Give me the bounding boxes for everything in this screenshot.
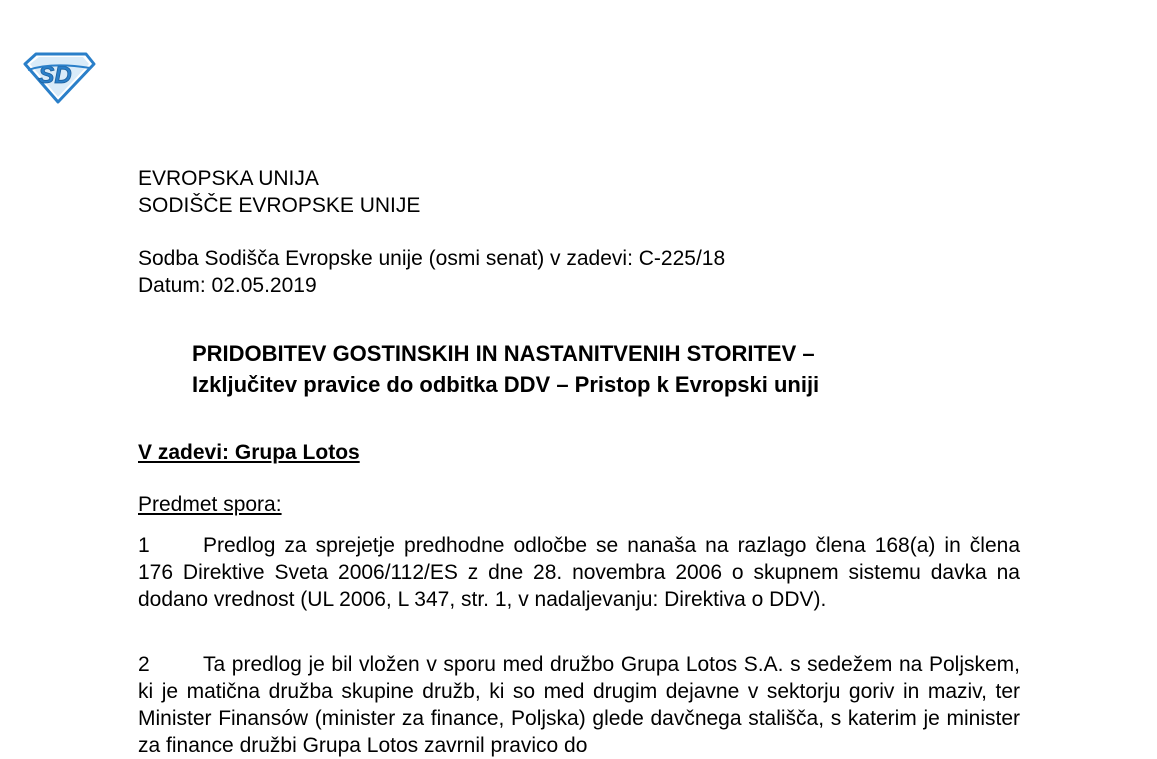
paragraph-number: 1 [138, 534, 150, 557]
institution-name: EVROPSKA UNIJA [138, 167, 319, 190]
paragraph-1 [138, 532, 1020, 613]
document-title-line-2: Izključitev pravice do odbitka DDV – Pristop k Evropski uniji [192, 372, 820, 397]
judgment-reference: Sodba Sodišča Evropske unije (osmi senat) v zadevi: C-225/18 [138, 247, 726, 270]
paragraph-text: Predlog za sprejetje predhodne odločbe se nanaša na razlago člena 168(a) in člena 176 Direktive Sveta 2006/112/ES z dne 28. novembra 2006 o skupnem sistemu davka na dodano vrednost (UL 2006, L 347, str. 1, v nadaljevanju: Direktiva o DDV). [138, 534, 1020, 611]
document-title-line-1: PRIDOBITEV GOSTINSKIH IN NASTANITVENIH STORITEV – [192, 341, 815, 366]
sd-shield-logo-icon [22, 52, 96, 104]
paragraph-text: Ta predlog je bil vložen v sporu med družbo Grupa Lotos S.A. s sedežem na Poljskem, ki je matična družba skupine družb, ki so med drugim dejavne v sektorju goriv in maziv, ter Minister Finansów (minister za finance, Poljska) glede davčnega stališča, s katerim je minister za finance družbi Grupa Lotos zavrnil pravico do [138, 653, 1020, 757]
svg-text:SD: SD [38, 62, 72, 89]
party-heading: V zadevi: Grupa Lotos [138, 441, 360, 464]
subject-heading: Predmet spora: [138, 493, 282, 516]
court-name: SODIŠČE EVROPSKE UNIJE [138, 194, 421, 217]
judgment-date: Datum: 02.05.2019 [138, 274, 317, 297]
paragraph-number: 2 [138, 653, 150, 676]
